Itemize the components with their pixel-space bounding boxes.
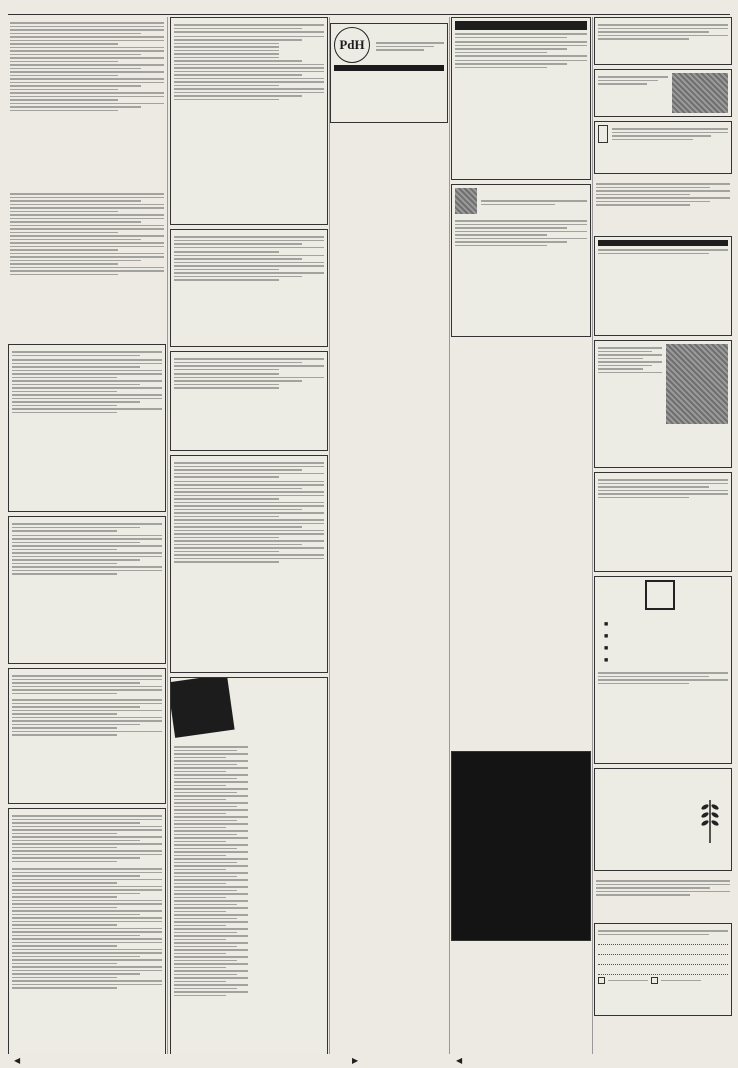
form-field[interactable] [598,937,728,945]
form-field[interactable] [598,957,728,965]
column-1 [8,17,166,1054]
den-hollander-logo-icon: PdH [334,27,370,63]
checkbox[interactable] [651,977,658,984]
column-rule [449,17,450,1054]
info-notice [594,178,732,232]
wheat-icon [693,795,727,845]
anniversary-notice [8,344,166,512]
form-field[interactable] [598,947,728,955]
logo-icon [455,188,477,214]
body-text [12,699,162,736]
body-text [12,359,162,413]
de-vries-ad [594,472,732,572]
timmerman-ad [594,576,732,764]
body-text [174,251,324,281]
vergader-tag [170,677,235,738]
den-hollander-ad [330,23,448,123]
body-text [174,373,324,389]
wedding-notice [8,17,166,184]
checkbox[interactable] [598,977,605,984]
staircase-photo-icon [666,344,728,424]
anniversary-notice [8,516,166,664]
column-rule [592,17,593,1054]
body-text [10,193,164,275]
form-field[interactable] [598,967,728,975]
body-text [12,868,162,989]
met-zorg-ad [451,751,591,941]
wedding-notice [8,188,166,340]
info-notice [594,17,732,65]
met-line1 [456,757,586,766]
church-list-right [451,341,591,751]
natuursteen-item [604,654,728,666]
met-line2 [456,757,586,766]
subscription-form [594,923,732,1016]
natuursteen-item [604,618,728,630]
emigration-ad [451,17,591,180]
natuursteen-item [604,630,728,642]
death-notice [8,808,166,1054]
info-notice [594,875,732,919]
body-text [174,481,324,563]
emig-title-line1 [455,23,587,26]
bible-verse-ad [594,768,732,871]
body-text [12,535,162,575]
column-rule [167,17,168,1054]
footer-mark: ◀ [14,1056,21,1065]
body-text [10,22,164,111]
column-4 [451,17,591,1054]
footer-mark: ◀ [456,1056,463,1065]
body-text [174,36,324,101]
death-notice [8,668,166,804]
tebodata-brand [598,125,608,143]
death-notice [170,351,328,451]
death-notice [170,17,328,225]
column-3 [330,17,448,1054]
column-5 [594,17,732,1054]
geleijnse-ad [594,340,732,468]
timmerman-logo-icon [645,580,675,610]
footer-mark: ▶ [352,1056,359,1065]
death-notice [170,455,328,673]
logo-icon [672,73,728,113]
klink-title [598,240,728,246]
body-text [12,815,162,862]
body-text [12,675,162,694]
klink-ad [594,236,732,336]
header-rule [8,14,730,15]
timmerman-header [598,580,728,610]
natuursteen-list [598,618,728,666]
natuursteen-item [604,642,728,654]
den-hollander-brand [334,65,444,71]
death-notice [170,229,328,347]
column-2 [170,17,328,1054]
van-der-weerd-ad [451,184,591,337]
tebodata-ad [594,121,732,174]
vergader-church-listing [170,677,328,1054]
form-options [598,977,728,984]
met-line3 [456,757,586,766]
dagblad-ad [594,69,732,117]
